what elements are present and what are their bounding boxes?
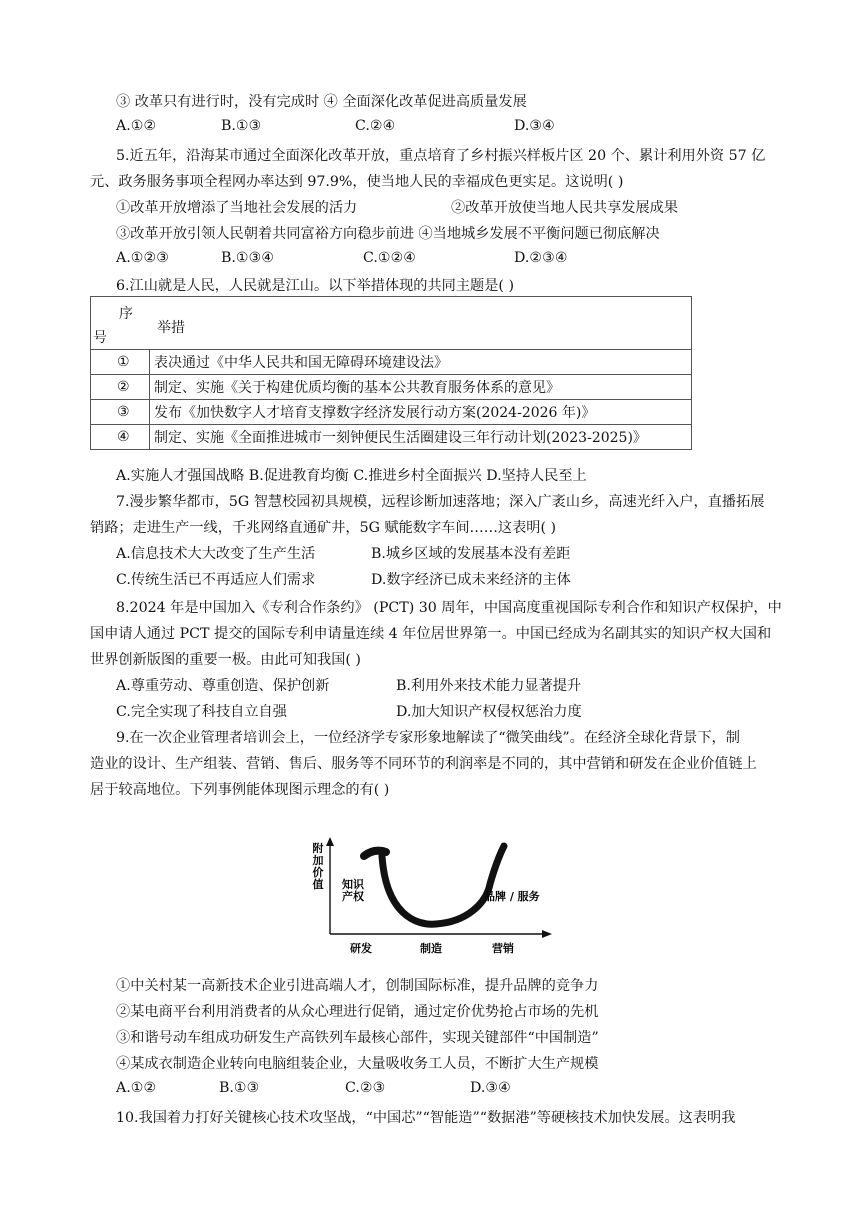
q5-option-b: B.①③④ [221,250,275,266]
row-number: ② [91,375,150,400]
q9-option-a: A.①② [116,1080,157,1096]
q4-option-b: B.①③ [221,118,262,134]
q8-stem-line-1: 8.2024 年是中国加入《专利合作条约》 (PCT) 30 周年，中国高度重视国际专利合作和知识产权保护，中 [116,600,782,616]
y-axis-label-1: 附 [312,842,324,855]
table-row [91,350,692,375]
q10-stem-line-1: 10.我国着力打好关键核心技术攻坚战，“中国芯”“智能造”“数据港”等硬核技术加快发展。这表明我 [116,1110,736,1126]
q5-option-c: C.①②④ [363,250,417,266]
label-knowledge-1: 知识 [342,878,364,891]
q4-option-c: C.②④ [355,118,396,134]
q9-statement-2: ②某电商平台利用消费者的从众心理进行促销，通过定价优势抢占市场的先机 [116,1004,599,1020]
q5-statement-1: ①改革开放增添了当地社会发展的活力 [116,200,358,216]
header-hao: 号 [93,330,107,346]
label-brand-service: 品牌 / 服务 [484,890,540,903]
x-label-rd: 研发 [350,942,372,955]
q9-stem-line-3: 居于较高地位。下列事例能体现图示理念的有( ) [90,782,390,798]
q7-option-c: C.传统生活已不再适应人们需求 [116,572,316,588]
q9-statement-1: ①中关村某一高新技术企业引进高端人才，创制国际标准，提升品牌的竞争力 [116,978,599,994]
q8-option-c: C.完全实现了科技自立自强 [116,704,287,720]
q8-stem-line-3: 世界创新版图的重要一极。由此可知我国( ) [90,652,361,668]
q4-option-d: D.③④ [514,118,555,134]
q5-statement-2: ②改革开放使当地人民共享发展成果 [451,200,679,216]
y-axis-arrow [326,837,334,846]
header-xu: 序 [119,306,133,322]
label-knowledge-2: 产权 [342,890,364,903]
q7-option-a: A.信息技术大大改变了生产生活 [116,546,316,562]
q8-option-a: A.尊重劳动、尊重创造、保护创新 [116,678,330,694]
q4-option-a: A.①② [116,118,157,134]
q7-stem-line-1: 7.漫步繁华都市，5G 智慧校园初具规模，远程诊断加速落地；深入广袤山乡，高速光纤入户，直播拓展 [116,494,765,510]
row-measure: 制定、实施《关于构建优质均衡的基本公共教育服务体系的意见》 [150,375,692,400]
q9-stem-line-1: 9.在一次企业管理者培训会上，一位经济学专家形象地解读了“微笑曲线”。在经济全球化背景下，制 [116,730,740,746]
row-number: ① [91,350,150,375]
row-measure: 制定、实施《全面推进城市一刻钟便民生活圈建设三年行动计划(2023-2025)》 [150,425,692,450]
q6-measures-table [90,296,692,450]
q8-option-b: B.利用外来技术能力显著提升 [396,678,582,694]
table-row [91,375,692,400]
row-measure: 发布《加快数字人才培育支撑数字经济发展行动方案(2024-2026 年)》 [150,400,692,425]
q9-option-d: D.③④ [470,1080,511,1096]
y-axis-label-4: 值 [312,878,324,891]
q7-option-d: D.数字经济已成未来经济的主体 [371,572,571,588]
x-axis-arrow [542,930,552,938]
smile-curve [382,846,504,924]
row-number: ③ [91,400,150,425]
q7-stem-line-2: 销路；走进生产一线，千兆网络直通矿井，5G 赋能数字车间……这表明( ) [90,520,557,536]
q9-statement-4: ④某成衣制造企业转向电脑组装企业，大量吸收务工人员，不断扩大生产规模 [116,1056,599,1072]
table-header-cell [91,297,692,350]
table-row [91,425,692,450]
x-label-manufacture: 制造 [420,942,442,955]
smile-curve-figure [306,834,556,958]
row-measure: 表决通过《中华人民共和国无障碍环境建设法》 [150,350,692,375]
q4-statement-3-4: ③ 改革只有进行时，没有完成时 ④ 全面深化改革促进高质量发展 [116,94,527,110]
row-number: ④ [91,425,150,450]
q6-stem: 6.江山就是人民，人民就是江山。以下举措体现的共同主题是( ) [116,278,514,294]
q9-stem-line-2: 造业的设计、生产组装、营销、售后、服务等不同环节的利润率是不同的，其中营销和研发在企业价值链上 [90,756,757,772]
table-header-row [91,297,692,350]
q5-option-a: A.①②③ [116,250,169,266]
q6-options: A.实施人才强国战略 B.促进教育均衡 C.推进乡村全面振兴 D.坚持人民至上 [116,468,587,484]
q8-stem-line-2: 国申请人通过 PCT 提交的国际专利申请量连续 4 年位居世界第一。中国已经成为名副其实的知识产权大国和 [90,626,772,642]
q5-statement-3-4: ③改革开放引领人民朝着共同富裕方向稳步前进 ④当地城乡发展不平衡问题已彻底解决 [116,226,660,242]
q9-statement-3: ③和谐号动车组成功研发生产高铁列车最核心部件，实现关键部件“中国制造” [116,1030,599,1046]
y-axis-label-2: 加 [312,854,324,867]
q7-option-b: B.城乡区域的发展基本没有差距 [371,546,571,562]
q5-stem-line-1: 5.近五年，沿海某市通过全面深化改革开放，重点培育了乡村振兴样板片区 20 个、累计利用外资 57 亿 [116,148,766,164]
y-axis-label-3: 价 [312,866,324,879]
q5-option-d: D.②③④ [514,250,568,266]
q9-option-b: B.①③ [219,1080,260,1096]
q9-option-c: C.②③ [345,1080,386,1096]
header-measure: 举措 [157,320,185,336]
x-label-marketing: 营销 [492,942,514,955]
q5-stem-line-2: 元、政务服务事项全程网办率达到 97.9%，使当地人民的幸福成色更实足。这说明( ) [90,174,624,190]
table-row [91,400,692,425]
q8-option-d: D.加大知识产权侵权惩治力度 [396,704,582,720]
